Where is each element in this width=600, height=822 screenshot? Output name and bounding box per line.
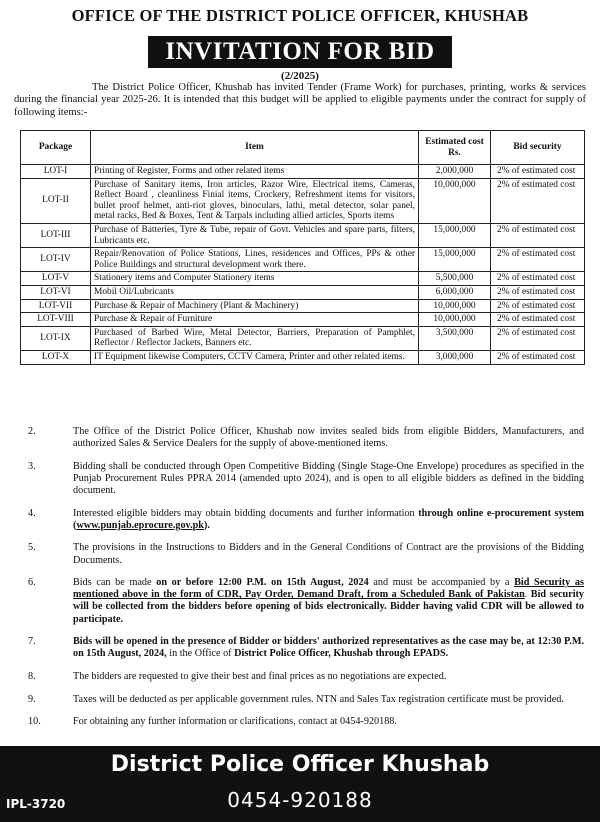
lot-security: 2% of estimated cost: [491, 272, 585, 286]
lot-security: 2% of estimated cost: [491, 299, 585, 313]
table-row: [21, 313, 585, 327]
paragraph-number: 5.: [28, 542, 36, 554]
lot-cost: 15,000,000: [419, 223, 491, 247]
lot-item: Purchase & Repair of Furniture: [91, 313, 419, 327]
paragraph-9: [28, 694, 584, 706]
table-row: [21, 285, 585, 299]
table-row: [21, 165, 585, 179]
paragraph-2: [28, 426, 584, 450]
paragraph-7: [28, 636, 584, 660]
header-package: Package: [21, 131, 91, 165]
paragraph-10: [28, 716, 584, 728]
table-row: [21, 299, 585, 313]
lot-cost: 10,000,000: [419, 299, 491, 313]
lot-item: Stationery items and Computer Stationery items: [91, 272, 419, 286]
header-item: Item: [91, 131, 419, 165]
office-heading: OFFICE OF THE DISTRICT POLICE OFFICER, KHUSHAB: [71, 6, 529, 25]
lot-package: LOT-V: [21, 272, 91, 286]
lot-item: Purchase of Batteries, Tyre & Tube, repair of Govt. Vehicles and spare parts, filters, Lubricants etc.: [91, 223, 419, 247]
lot-cost: 15,000,000: [419, 248, 491, 272]
table-header-row: [21, 131, 585, 165]
lot-security: 2% of estimated cost: [491, 178, 585, 223]
paragraph-number: 7.: [28, 636, 36, 648]
lot-item: Mobil Oil/Lubricants: [91, 285, 419, 299]
paragraph-number: 2.: [28, 426, 36, 437]
paragraph-text: [73, 508, 584, 532]
table-row: [21, 326, 585, 350]
lot-package: LOT-VII: [21, 299, 91, 313]
lot-package: LOT-IV: [21, 248, 91, 272]
lot-cost: 5,500,000: [419, 272, 491, 286]
bid-security-note: Bid Security as mentioned above in the form of CDR, Pay Order, Demand Draft, from a Scheduled Bank of Pakistan: [73, 577, 584, 601]
paragraph-text: For obtaining any further information or clarifications, contact at 0454-920188.: [73, 716, 397, 728]
lot-package: LOT-I: [21, 165, 91, 179]
paragraph-bold-part: District Police Officer, Khushab through EPADS.: [234, 648, 449, 660]
paragraph-5: [28, 542, 584, 566]
lot-package: LOT-X: [21, 350, 91, 364]
paragraph-text-part: .: [524, 589, 531, 601]
lot-cost: 10,000,000: [419, 178, 491, 223]
lot-item: Purchase of Sanitary items, Iron articles, Razor Wire, Electrical items, Cameras, Reflect Board , cleanliness Finial items, Crockery, Refreshment items for visitors, bullet proof helmet, anti-riot gloves, binoculars, lathi, metal detector, solar panel, metal racks, Bed & Boxes, Tent & Tarpals including allied articles, Sports items: [91, 178, 419, 223]
lot-package: LOT-VI: [21, 285, 91, 299]
table-row: [21, 223, 585, 247]
lot-cost: 3,500,000: [419, 326, 491, 350]
lot-item: IT Equipment likewise Computers, CCTV Camera, Printer and other related items.: [91, 350, 419, 364]
paragraph-bold-part: through online e-procurement system (: [73, 507, 584, 531]
paragraph-number: 3.: [28, 460, 36, 472]
header-security: Bid security: [491, 131, 585, 165]
conditions-list: [28, 426, 584, 739]
paragraph-3: [28, 461, 584, 497]
paragraph-text: Taxes will be deducted as per applicable government rules. NTN and Sales Tax registration certificate must be provided.: [73, 693, 564, 705]
lot-item: Purchased of Barbed Wire, Metal Detector, Barriers, Preparation of Pamphlet, Reflector / Reflector Jackets, Banners etc.: [91, 326, 419, 350]
paragraph-bold-part: Bids will be opened in the presence of Bidder or bidders' authorized representatives as the case may be, at 12:30 P.M. on 15th August, 2024,: [73, 636, 584, 660]
bid-deadline: on or before 12:00 P.M. on 15th August, 2024: [156, 577, 369, 589]
table-row: [21, 272, 585, 286]
lot-package: LOT-II: [21, 178, 91, 223]
footer-phone: 0454-920188: [227, 788, 373, 812]
paragraph-number: 4.: [28, 507, 36, 519]
table-row: [21, 350, 585, 364]
lot-item: Repair/Renovation of Police Stations, Lines, residences and Offices, PPs & other Police Buildings and structural development work there.: [91, 248, 419, 272]
lot-package: LOT-IX: [21, 326, 91, 350]
paragraph-text-part: in the Office of: [166, 648, 235, 660]
lot-security: 2% of estimated cost: [491, 313, 585, 327]
lot-security: 2% of estimated cost: [491, 248, 585, 272]
title-banner: INVITATION FOR BID: [148, 36, 452, 68]
lot-item: Purchase & Repair of Machinery (Plant & Machinery): [91, 299, 419, 313]
table-row: [21, 248, 585, 272]
paragraph-text-part: and must be accompanied by a: [368, 577, 515, 589]
lot-security: 2% of estimated cost: [491, 326, 585, 350]
lot-cost: 6,000,000: [419, 285, 491, 299]
paragraph-6: [28, 577, 584, 625]
paragraph-text: The provisions in the Instructions to Bidders and in the General Conditions of Contract are the provisions of the Bidding Documents.: [73, 542, 584, 566]
paragraph-text: Bidding shall be conducted through Open Competitive Bidding (Single Stage-One Envelope) procedures as specified in the Punjab Procurement Rules PPRA 2014 (amended upto 2024), and is open to all eligible bidders as defined in the bidding document.: [73, 460, 584, 496]
footer-banner: [0, 746, 600, 822]
reference-number: (2/2025): [281, 70, 319, 82]
lot-security: 2% of estimated cost: [491, 223, 585, 247]
lot-item: Printing of Register, Forms and other related items: [91, 165, 419, 179]
lot-security: 2% of estimated cost: [491, 165, 585, 179]
paragraph-text: [73, 577, 584, 625]
paragraph-bold-part: Bid security will be collected from the bidders before opening of bids electronically. Bidder having valid CDR will be allowed to participate.: [73, 589, 585, 625]
table-row: [21, 178, 585, 223]
lot-cost: 2,000,000: [419, 165, 491, 179]
paragraph-number: 8.: [28, 670, 36, 682]
paragraph-text: [73, 636, 584, 660]
intro-paragraph: The District Police Officer, Khushab has invited Tender (Frame Work) for purchases, printing, works & services during the financial year 2025-26. It is intended that this budget will be applied to eligible payments under the contract for supply of following items:-: [14, 82, 586, 118]
footer-ipl-code: IPL-3720: [6, 797, 66, 811]
paragraph-text: The Office of the District Police Officer, Khushab now invites sealed bids from eligible Bidders, Manufacturers, and authorized Sales & Service Dealers for the supply of above-mentioned items.: [73, 426, 584, 450]
lot-cost: 10,000,000: [419, 313, 491, 327]
paragraph-text: The bidders are requested to give their best and final prices as no negotiations are expected.: [73, 670, 447, 682]
header-cost: Estimated cost Rs.: [419, 131, 491, 165]
lots-table: [20, 130, 585, 365]
lot-cost: 3,000,000: [419, 350, 491, 364]
paragraph-bold-part: ).: [203, 519, 210, 531]
lot-package: LOT-VIII: [21, 313, 91, 327]
paragraph-number: 6.: [28, 577, 36, 589]
paragraph-number: 9.: [28, 693, 36, 705]
lot-package: LOT-III: [21, 223, 91, 247]
lot-security: 2% of estimated cost: [491, 285, 585, 299]
paragraph-number: 10.: [28, 716, 41, 728]
lot-security: 2% of estimated cost: [491, 350, 585, 364]
paragraph-8: [28, 671, 584, 683]
paragraph-text-part: Bids can be made: [73, 577, 157, 589]
paragraph-4: [28, 508, 584, 532]
footer-officer-name: District Police Officer Khushab: [110, 752, 490, 777]
paragraph-text-part: Interested eligible bidders may obtain bidding documents and further information: [73, 507, 419, 519]
eprocure-link[interactable]: www.punjab.eprocure.gov.pk: [76, 519, 204, 531]
